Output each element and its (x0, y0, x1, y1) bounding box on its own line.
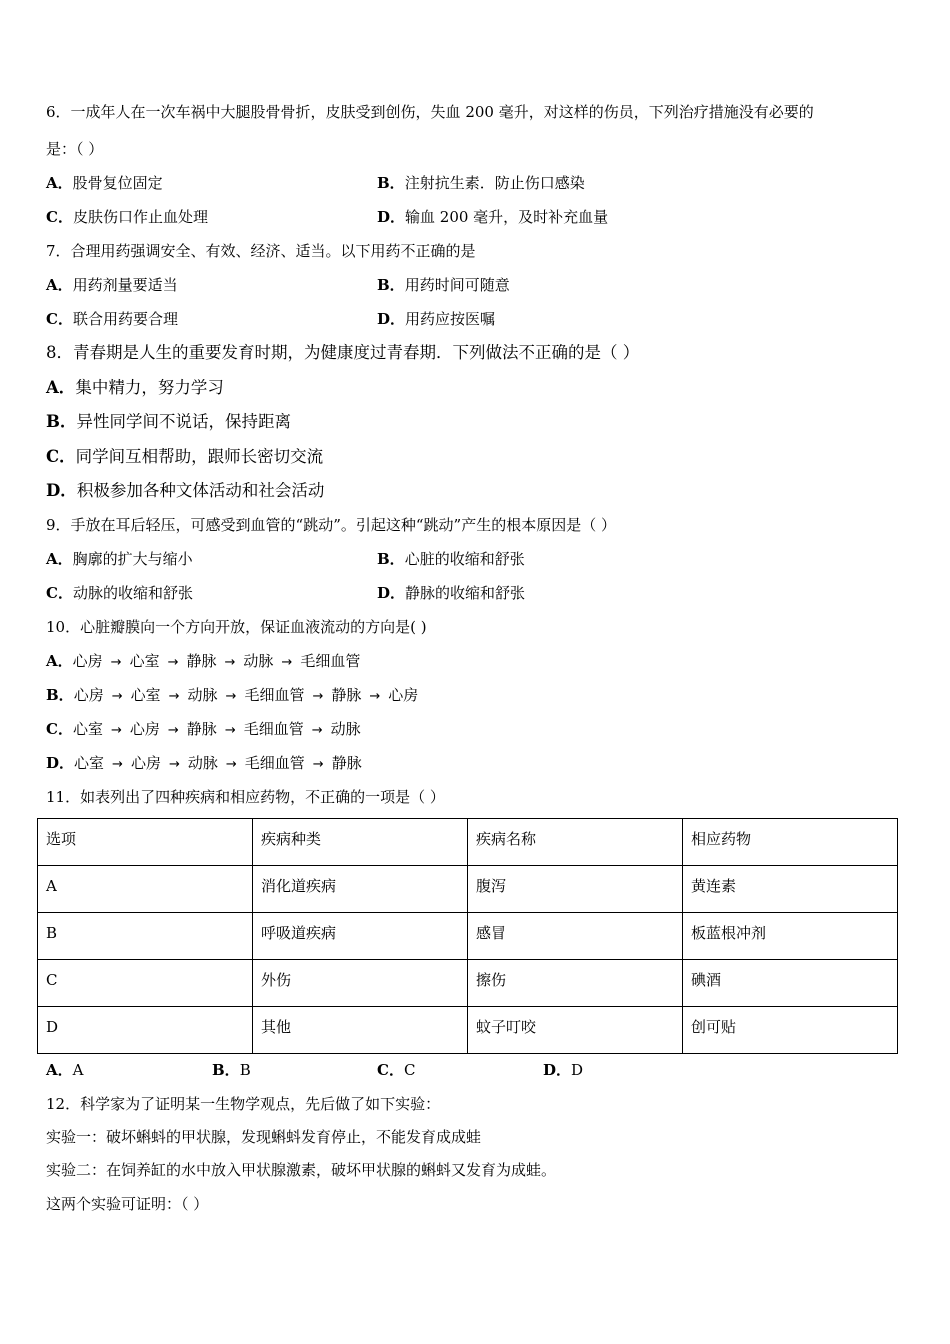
q7-option-c-label: C． (46, 310, 73, 328)
arrow-right-icon: → (111, 689, 123, 704)
q9-option-d (377, 583, 525, 603)
flow-step: 心房 (73, 686, 104, 704)
arrow-right-icon: → (224, 655, 236, 670)
q8-option-c-text: 同学间互相帮助，跟师长密切交流 (75, 447, 324, 466)
table-cell (683, 913, 898, 960)
q11-option-d-label: D． (543, 1061, 572, 1079)
cell-text: 创可贴 (691, 1018, 737, 1036)
cell-text: 感冒 (476, 924, 507, 942)
flow-step: 静脉 (331, 686, 362, 704)
q9-stem: 9．手放在耳后轻压，可感受到血管的“跳动”。引起这种“跳动”产生的根本原因是（ ） (46, 516, 616, 534)
q10-option-a-label: A． (46, 652, 73, 670)
flow-step: 心房 (130, 754, 161, 772)
flow-step: 毛细血管 (244, 754, 305, 772)
q7-option-d-text: 用药应按医嘱 (405, 310, 496, 328)
flow-step: 动脉 (330, 720, 361, 738)
q6-option-a-label: A． (46, 174, 73, 192)
q10-option-b-label: B． (46, 686, 74, 704)
q6-option-c (46, 207, 208, 227)
arrow-right-icon: → (312, 757, 324, 772)
q7-option-b-label: B． (377, 276, 405, 294)
q6-option-a-text: 股骨复位固定 (72, 174, 163, 192)
q9-option-c-text: 动脉的收缩和舒张 (72, 584, 193, 602)
flow-step: 心房 (72, 652, 103, 670)
q10-option-c-flow (73, 720, 361, 738)
q6-option-b-label: B． (377, 174, 405, 192)
q11-option-b (212, 1060, 251, 1080)
q7-option-a (46, 275, 178, 295)
table-cell (468, 913, 683, 960)
flow-step: 静脉 (331, 754, 362, 772)
q6-stem-line1: 6．一成年人在一次车祸中大腿股骨骨折，皮肤受到创伤，失血 200 毫升，对这样的伤员，下列治疗措施没有必要的 (46, 103, 814, 121)
q9-option-d-label: D． (377, 584, 406, 602)
disease-medicine-table (37, 818, 898, 1054)
q8-option-c (46, 447, 323, 467)
q7-option-d-label: D． (377, 310, 406, 328)
q10-option-c (46, 719, 361, 741)
arrow-right-icon: → (225, 757, 237, 772)
arrow-right-icon: → (369, 689, 381, 704)
cell-text: B (46, 924, 58, 942)
q8-option-d (46, 481, 324, 501)
table-row (38, 913, 898, 960)
header-option: 选项 (46, 830, 77, 848)
q10-option-d (46, 753, 362, 775)
q10-option-d-label: D． (46, 754, 75, 772)
header-disease-type: 疾病种类 (261, 830, 322, 848)
q6-option-b-text: 注射抗生素．防止伤口感染 (404, 174, 585, 192)
header-disease-name: 疾病名称 (476, 830, 537, 848)
cell-text: A (46, 877, 57, 895)
table-cell (38, 960, 253, 1007)
table-cell (683, 960, 898, 1007)
q6-stem-line2: 是：（ ） (46, 140, 104, 158)
q10-option-b-flow (74, 686, 419, 704)
table-header-cell (38, 819, 253, 866)
q8-option-b-label: B． (46, 412, 77, 431)
q8-option-b-text: 异性同学间不说话，保持距离 (76, 412, 291, 431)
flow-step: 心室 (74, 754, 105, 772)
flow-step: 毛细血管 (300, 652, 361, 670)
q7-option-b (377, 275, 510, 295)
arrow-right-icon: → (225, 689, 237, 704)
q9-option-d-text: 静脉的收缩和舒张 (405, 584, 526, 602)
q7-option-a-label: A． (46, 276, 73, 294)
q11-option-a-label: A． (46, 1061, 73, 1079)
table-header-cell (253, 819, 468, 866)
table-cell (468, 866, 683, 913)
q11-stem: 11．如表列出了四种疾病和相应药物，不正确的一项是（ ） (46, 788, 445, 806)
q11-option-c-label: C． (377, 1061, 404, 1079)
arrow-right-icon: → (311, 723, 323, 738)
q8-option-d-label: D． (46, 481, 77, 500)
flow-step: 毛细血管 (243, 720, 304, 738)
q9-option-a (46, 549, 193, 569)
q10-option-a-flow (73, 652, 361, 670)
flow-step: 心房 (129, 720, 160, 738)
arrow-right-icon: → (112, 757, 123, 772)
arrow-right-icon: → (167, 723, 179, 738)
q7-option-d (377, 309, 495, 329)
q11-option-d (543, 1060, 583, 1080)
arrow-right-icon: → (281, 655, 293, 670)
arrow-right-icon: → (167, 655, 179, 670)
table-cell (683, 1007, 898, 1054)
q12-experiment-2: 实验二：在饲养缸的水中放入甲状腺激素，破坏甲状腺的蝌蚪又发育为成蛙。 (46, 1161, 557, 1179)
arrow-right-icon: → (168, 757, 180, 772)
cell-text: 擦伤 (476, 971, 507, 989)
table-header-row (38, 819, 898, 866)
q7-option-c (46, 309, 178, 329)
cell-text: C (46, 971, 58, 989)
flow-step: 动脉 (187, 754, 218, 772)
cell-text: 其他 (261, 1018, 292, 1036)
q6-option-c-text: 皮肤伤口作止血处理 (72, 208, 208, 226)
flow-step: 静脉 (186, 720, 217, 738)
table-header-cell (683, 819, 898, 866)
q6-option-c-label: C． (46, 208, 73, 226)
table-row (38, 960, 898, 1007)
flow-step: 心室 (72, 720, 103, 738)
q7-option-c-text: 联合用药要合理 (72, 310, 178, 328)
arrow-right-icon: → (110, 655, 122, 670)
q7-option-b-text: 用药时间可随意 (404, 276, 510, 294)
q8-option-a-text: 集中精力，努力学习 (75, 378, 224, 397)
flow-step: 动脉 (243, 652, 274, 670)
flow-step: 心房 (388, 686, 419, 704)
q6-option-a (46, 173, 163, 193)
arrow-right-icon: → (312, 689, 324, 704)
table-cell (38, 1007, 253, 1054)
q9-option-a-label: A． (46, 550, 73, 568)
q8-option-a-label: A． (46, 378, 76, 397)
q11-option-c (377, 1060, 415, 1080)
table-cell (38, 913, 253, 960)
q8-option-a (46, 378, 224, 398)
table-cell (253, 913, 468, 960)
table-cell (253, 866, 468, 913)
q10-option-b (46, 685, 418, 707)
table-header-cell (468, 819, 683, 866)
cell-text: 呼吸道疾病 (261, 924, 337, 942)
q9-option-a-text: 胸廓的扩大与缩小 (72, 550, 193, 568)
cell-text: 板蓝根冲剂 (691, 924, 767, 942)
table-cell (468, 960, 683, 1007)
q10-option-d-flow (74, 754, 362, 772)
q6-option-b (377, 173, 585, 193)
flow-step: 心室 (130, 686, 161, 704)
q7-option-a-text: 用药剂量要适当 (72, 276, 178, 294)
q11-option-b-text: B (239, 1061, 251, 1079)
arrow-right-icon: → (110, 723, 122, 738)
q9-option-b (377, 549, 525, 569)
header-medicine: 相应药物 (691, 830, 752, 848)
q6-option-d-text: 输血 200 毫升，及时补充血量 (405, 208, 609, 226)
table-row (38, 866, 898, 913)
cell-text: 蚊子叮咬 (476, 1018, 537, 1036)
cell-text: 消化道疾病 (261, 877, 337, 895)
q10-stem: 10．心脏瓣膜向一个方向开放，保证血液流动的方向是( ) (46, 618, 427, 636)
arrow-right-icon: → (224, 723, 236, 738)
cell-text: 腹泻 (476, 877, 507, 895)
table-cell (253, 960, 468, 1007)
cell-text: 碘酒 (691, 971, 722, 989)
q6-option-d (377, 207, 608, 227)
q12-experiment-1: 实验一：破坏蝌蚪的甲状腺，发现蝌蚪发育停止，不能发育成成蛙 (46, 1128, 482, 1146)
flow-step: 静脉 (186, 652, 217, 670)
table-cell (683, 866, 898, 913)
table-row (38, 1007, 898, 1054)
q8-option-b (46, 412, 291, 432)
q9-option-c (46, 583, 193, 603)
q12-stem: 12．科学家为了证明某一生物学观点，先后做了如下实验： (46, 1095, 441, 1113)
q12-question: 这两个实验可证明：（ ） (46, 1195, 209, 1213)
cell-text: 黄连素 (691, 877, 737, 895)
cell-text: D (46, 1018, 59, 1036)
q8-option-c-label: C． (46, 447, 76, 466)
q11-option-a-text: A (72, 1061, 84, 1079)
q7-stem: 7．合理用药强调安全、有效、经济、适当。以下用药不正确的是 (46, 242, 476, 260)
flow-step: 心室 (129, 652, 160, 670)
cell-text: 外伤 (261, 971, 292, 989)
q11-option-d-text: D (571, 1061, 584, 1079)
q6-option-d-label: D． (377, 208, 406, 226)
arrow-right-icon: → (168, 689, 180, 704)
flow-step: 毛细血管 (244, 686, 305, 704)
table-cell (468, 1007, 683, 1054)
table-cell (253, 1007, 468, 1054)
q11-option-b-label: B． (212, 1061, 240, 1079)
q8-option-d-text: 积极参加各种文体活动和社会活动 (76, 481, 325, 500)
q9-option-b-text: 心脏的收缩和舒张 (404, 550, 525, 568)
flow-step: 动脉 (187, 686, 218, 704)
table-cell (38, 866, 253, 913)
q8-stem: 8．青春期是人生的重要发育时期，为健康度过青春期．下列做法不正确的是（ ） (46, 343, 640, 362)
q9-option-c-label: C． (46, 584, 73, 602)
q10-option-c-label: C． (46, 720, 73, 738)
q11-option-c-text: C (403, 1061, 416, 1079)
q9-option-b-label: B． (377, 550, 405, 568)
q11-option-a (46, 1060, 83, 1080)
q10-option-a (46, 651, 360, 673)
